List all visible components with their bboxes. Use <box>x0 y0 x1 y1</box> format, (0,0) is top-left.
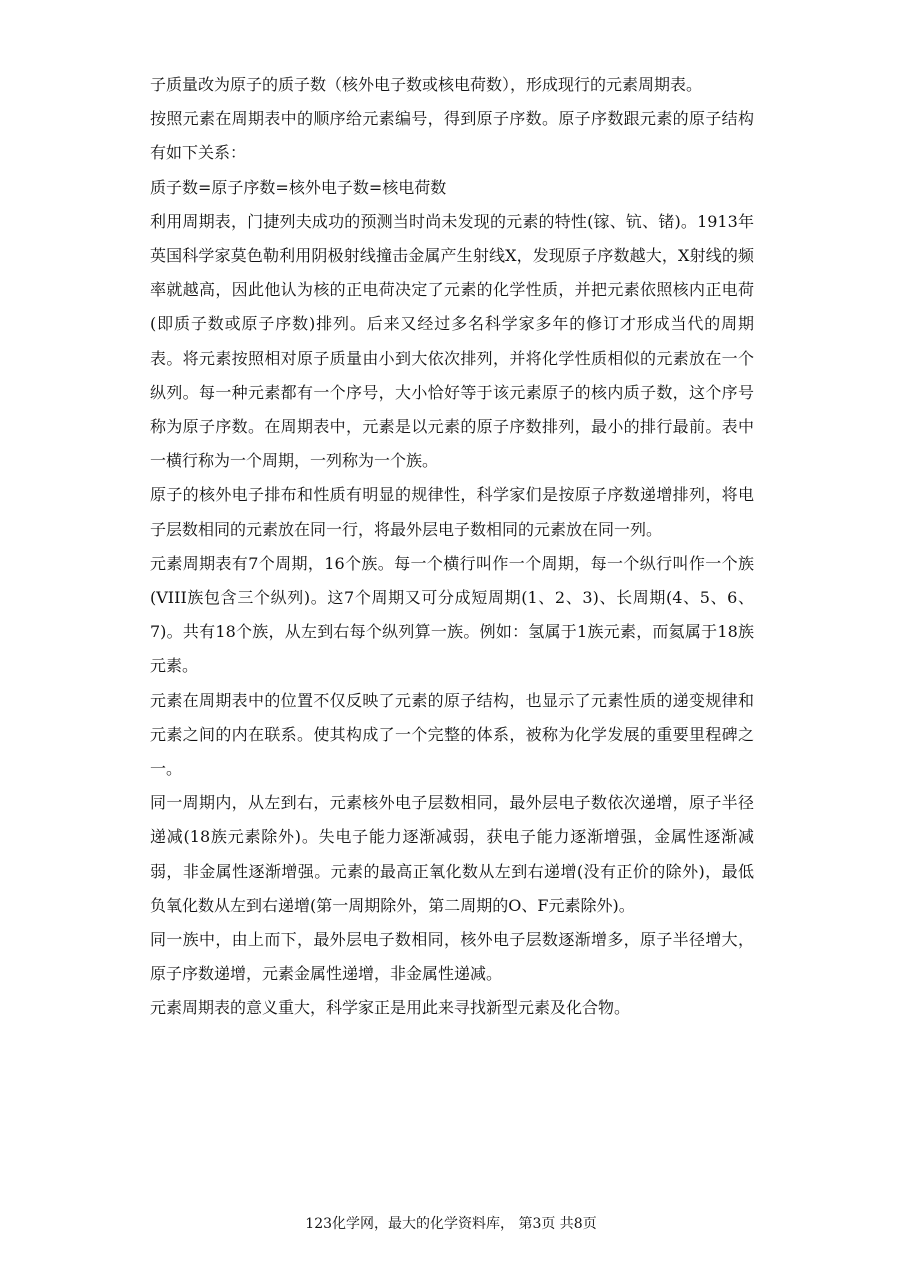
paragraph: 子质量改为原子的质子数（核外电子数或核电荷数），形成现行的元素周期表。 <box>150 75 703 94</box>
paragraph: 同一周期内，从左到右，元素核外电子层数相同，最外层电子数依次递增，原子半径递减(18族元素除外)。失电子能力逐渐减弱，获电子能力逐渐增强，金属性逐渐减弱，非金属性逐渐增强。元素的最高正氧化数从左到右递增(没有正价的除外)，最低负氧化数从左到右递增(第一周期除外，第二周期的O、F元素除外)。 <box>150 793 754 915</box>
document-body <box>150 68 754 1026</box>
formula-line: 质子数=原子序数=核外电子数=核电荷数 <box>150 177 447 197</box>
paragraph: 元素周期表的意义重大，科学家正是用此来寻找新型元素及化合物。 <box>150 998 631 1018</box>
paragraph: 按照元素在周期表中的顺序给元素编号，得到原子序数。原子序数跟元素的原子结构有如下关系： <box>150 109 754 163</box>
page-footer: 123化学网，最大的化学资料库， 第3页 共8页 <box>305 1216 597 1232</box>
paragraph: 利用周期表，门捷列夫成功的预测当时尚未发现的元素的特性(镓、钪、锗)。1913年英国科学家莫色勒利用阴极射线撞击金属产生射线X，发现原子序数越大，X射线的频率就越高，因此他认为核的正电荷决定了元素的化学性质，并把元素依照核内正电荷(即质子数或原子序数)排列。后来又经过多名科学家多年的修订才形成当代的周期表。将元素按照相对原子质量由小到大依次排列，并将化学性质相似的元素放在一个纵列。每一种元素都有一个序号，大小恰好等于该元素原子的核内质子数，这个序号称为原子序数。在周期表中，元素是以元素的原子序数排列，最小的排行最前。表中一横行称为一个周期，一列称为一个族。 <box>150 211 754 471</box>
paragraph: 原子的核外电子排布和性质有明显的规律性，科学家们是按原子序数递增排列，将电子层数相同的元素放在同一行，将最外层电子数相同的元素放在同一列。 <box>150 485 754 539</box>
paragraph: 元素周期表有7个周期，16个族。每一个横行叫作一个周期，每一个纵行叫作一个族(VIII族包含三个纵列)。这7个周期又可分成短周期(1、2、3)、长周期(4、5、6、7)。共有18个族，从左到右每个纵列算一族。例如：氢属于1族元素，而氦属于18族元素。 <box>150 553 754 676</box>
paragraph: 同一族中，由上而下，最外层电子数相同，核外电子层数逐渐增多，原子半径增大，原子序数递增，元素金属性递增，非金属性递减。 <box>150 930 754 984</box>
paragraph: 元素在周期表中的位置不仅反映了元素的原子结构，也显示了元素性质的递变规律和元素之间的内在联系。使其构成了一个完整的体系，被称为化学发展的重要里程碑之一。 <box>150 690 754 779</box>
